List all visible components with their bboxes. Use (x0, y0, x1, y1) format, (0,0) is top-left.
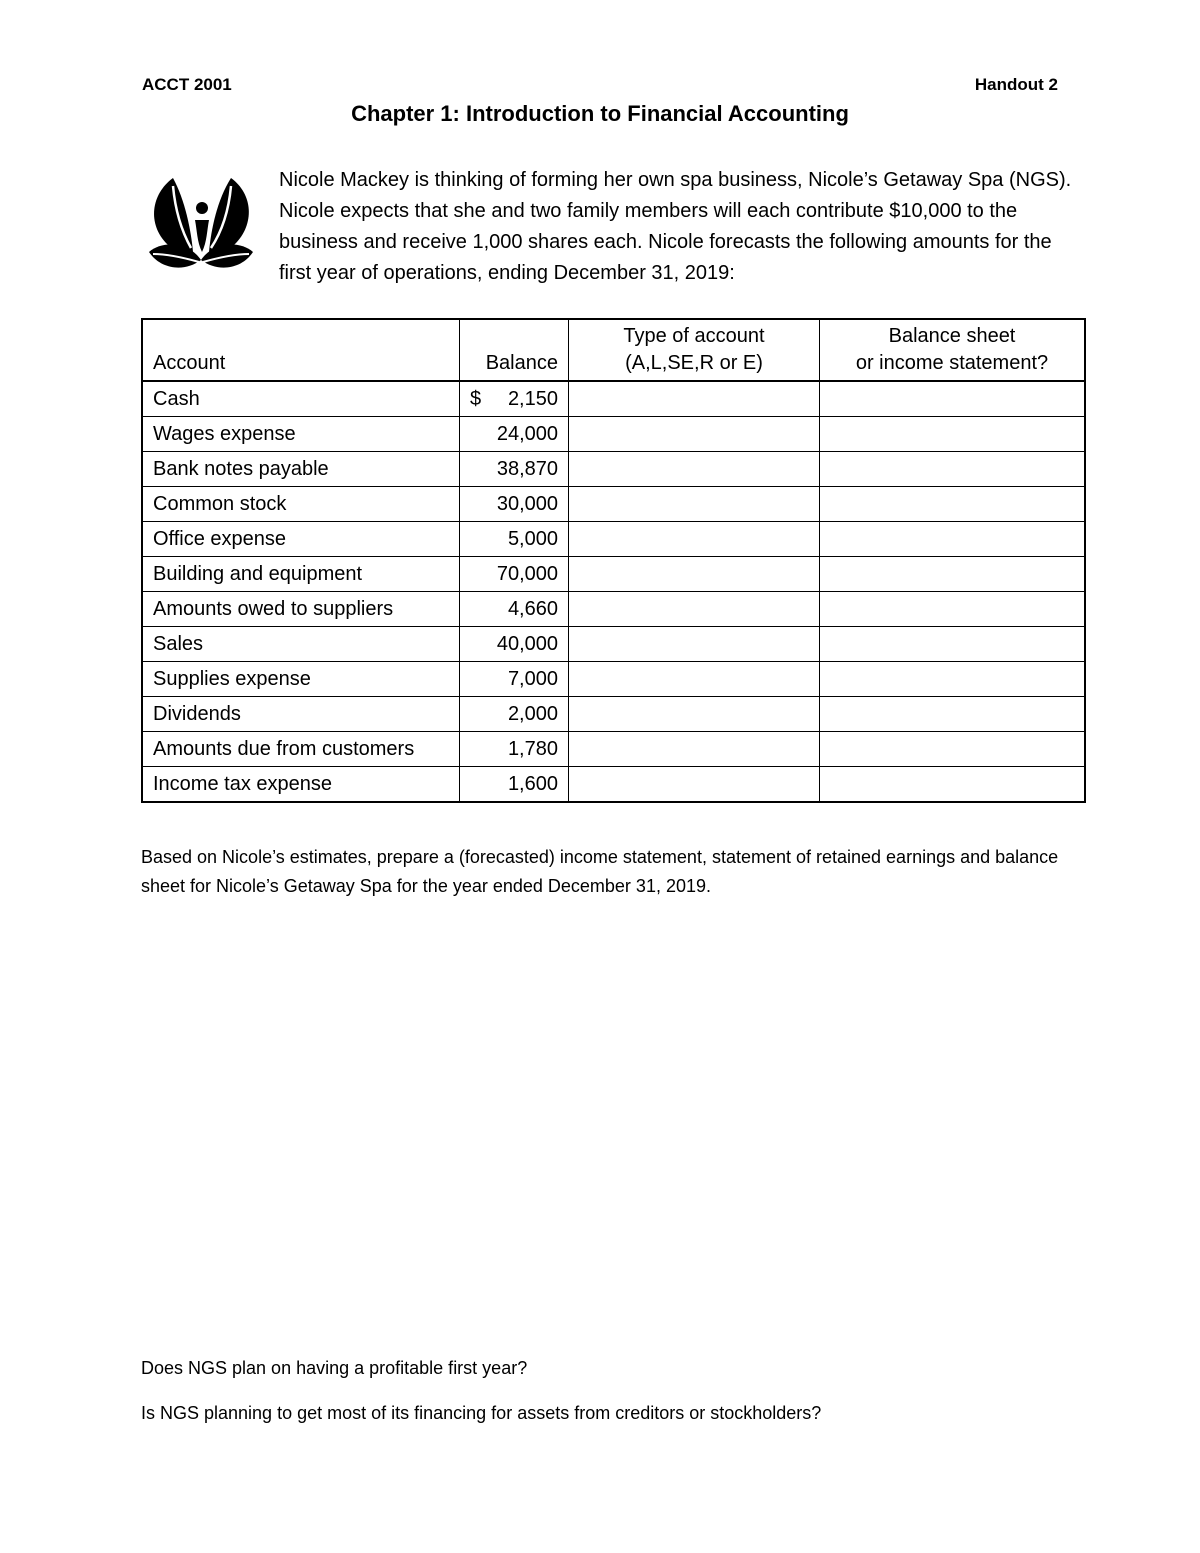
account-type-cell[interactable] (569, 732, 820, 767)
accounts-table (141, 318, 1086, 803)
question-financing: Is NGS planning to get most of its financing for assets from creditors or stockholders? (141, 1403, 822, 1423)
account-type-cell[interactable] (569, 592, 820, 627)
statement-cell[interactable] (820, 557, 1086, 592)
account-type-cell[interactable] (569, 557, 820, 592)
balance-cell: 30,000 (460, 487, 569, 522)
intro-paragraph: Nicole Mackey is thinking of forming her own spa business, Nicole’s Getaway Spa (NGS). Nicole expects that she and two family members will each contribute $10,000 to the business and receive 1,000 shares each. Nicole forecasts the following amounts for the first year of operations, ending December 31, 2019: (279, 169, 1072, 284)
balance-cell: 7,000 (460, 662, 569, 697)
account-type-cell[interactable] (569, 767, 820, 803)
account-name-cell: Wages expense (142, 417, 460, 452)
account-type-cell[interactable] (569, 662, 820, 697)
page-title: Chapter 1: Introduction to Financial Accounting (351, 101, 849, 126)
account-type-cell[interactable] (569, 522, 820, 557)
statement-cell[interactable] (820, 767, 1086, 803)
statement-header-line1: Balance sheet (888, 325, 1016, 347)
handout-number: Handout 2 (974, 75, 1058, 94)
statement-cell[interactable] (820, 487, 1086, 522)
account-name-cell: Amounts owed to suppliers (142, 592, 460, 627)
statement-cell[interactable] (820, 627, 1086, 662)
column-header-account: Account (142, 319, 460, 381)
statement-cell[interactable] (820, 592, 1086, 627)
spa-leaves-logo-icon (145, 172, 257, 278)
account-type-cell[interactable] (569, 417, 820, 452)
statement-cell[interactable] (820, 417, 1086, 452)
column-header-type (569, 319, 820, 381)
type-header-line2: (A,L,SE,R or E) (625, 352, 763, 374)
balance-cell: 1,600 (460, 767, 569, 803)
column-header-statement (820, 319, 1086, 381)
balance-cell: 70,000 (460, 557, 569, 592)
course-code: ACCT 2001 (142, 75, 232, 94)
table-row (142, 767, 1085, 803)
account-type-cell[interactable] (569, 452, 820, 487)
currency-symbol: $ (470, 387, 482, 410)
question-profitable: Does NGS plan on having a profitable first year? (141, 1358, 528, 1378)
statement-cell[interactable] (820, 662, 1086, 697)
table-row (142, 381, 1085, 417)
account-name-cell: Office expense (142, 522, 460, 557)
account-name-cell: Supplies expense (142, 662, 460, 697)
account-type-cell[interactable] (569, 697, 820, 732)
table-row (142, 627, 1085, 662)
balance-cell: 40,000 (460, 627, 569, 662)
account-name-cell: Common stock (142, 487, 460, 522)
balance-cell: 2,000 (460, 697, 569, 732)
balance-cell: 1,780 (460, 732, 569, 767)
account-type-cell[interactable] (569, 487, 820, 522)
table-header-row (142, 319, 1085, 381)
statement-cell[interactable] (820, 381, 1086, 417)
account-name-cell: Bank notes payable (142, 452, 460, 487)
column-header-balance: Balance (460, 319, 569, 381)
statement-cell[interactable] (820, 452, 1086, 487)
table-row (142, 487, 1085, 522)
account-name-cell: Income tax expense (142, 767, 460, 803)
account-name-cell: Building and equipment (142, 557, 460, 592)
balance-cell: 38,870 (460, 452, 569, 487)
statement-cell[interactable] (820, 732, 1086, 767)
table-row (142, 697, 1085, 732)
table-row (142, 592, 1085, 627)
account-name-cell: Dividends (142, 697, 460, 732)
balance-cell: 4,660 (460, 592, 569, 627)
balance-cell (460, 381, 569, 417)
account-type-cell[interactable] (569, 627, 820, 662)
statement-cell[interactable] (820, 697, 1086, 732)
statement-cell[interactable] (820, 522, 1086, 557)
instructions-paragraph: Based on Nicole’s estimates, prepare a (forecasted) income statement, statement of retained earnings and balance sheet for Nicole’s Getaway Spa for the year ended December 31, 2019. (141, 847, 1059, 896)
account-name-cell: Cash (142, 381, 460, 417)
table-row (142, 417, 1085, 452)
type-header-line1: Type of account (623, 325, 765, 347)
account-name-cell: Sales (142, 627, 460, 662)
statement-header-line2: or income statement? (855, 352, 1049, 374)
table-row (142, 732, 1085, 767)
table-row (142, 452, 1085, 487)
balance-cell: 5,000 (460, 522, 569, 557)
table-body (142, 381, 1085, 802)
account-name-cell: Amounts due from customers (142, 732, 460, 767)
table-row (142, 557, 1085, 592)
balance-amount: 2,150 (507, 387, 558, 410)
account-type-cell[interactable] (569, 381, 820, 417)
table-row (142, 662, 1085, 697)
balance-cell: 24,000 (460, 417, 569, 452)
table-row (142, 522, 1085, 557)
